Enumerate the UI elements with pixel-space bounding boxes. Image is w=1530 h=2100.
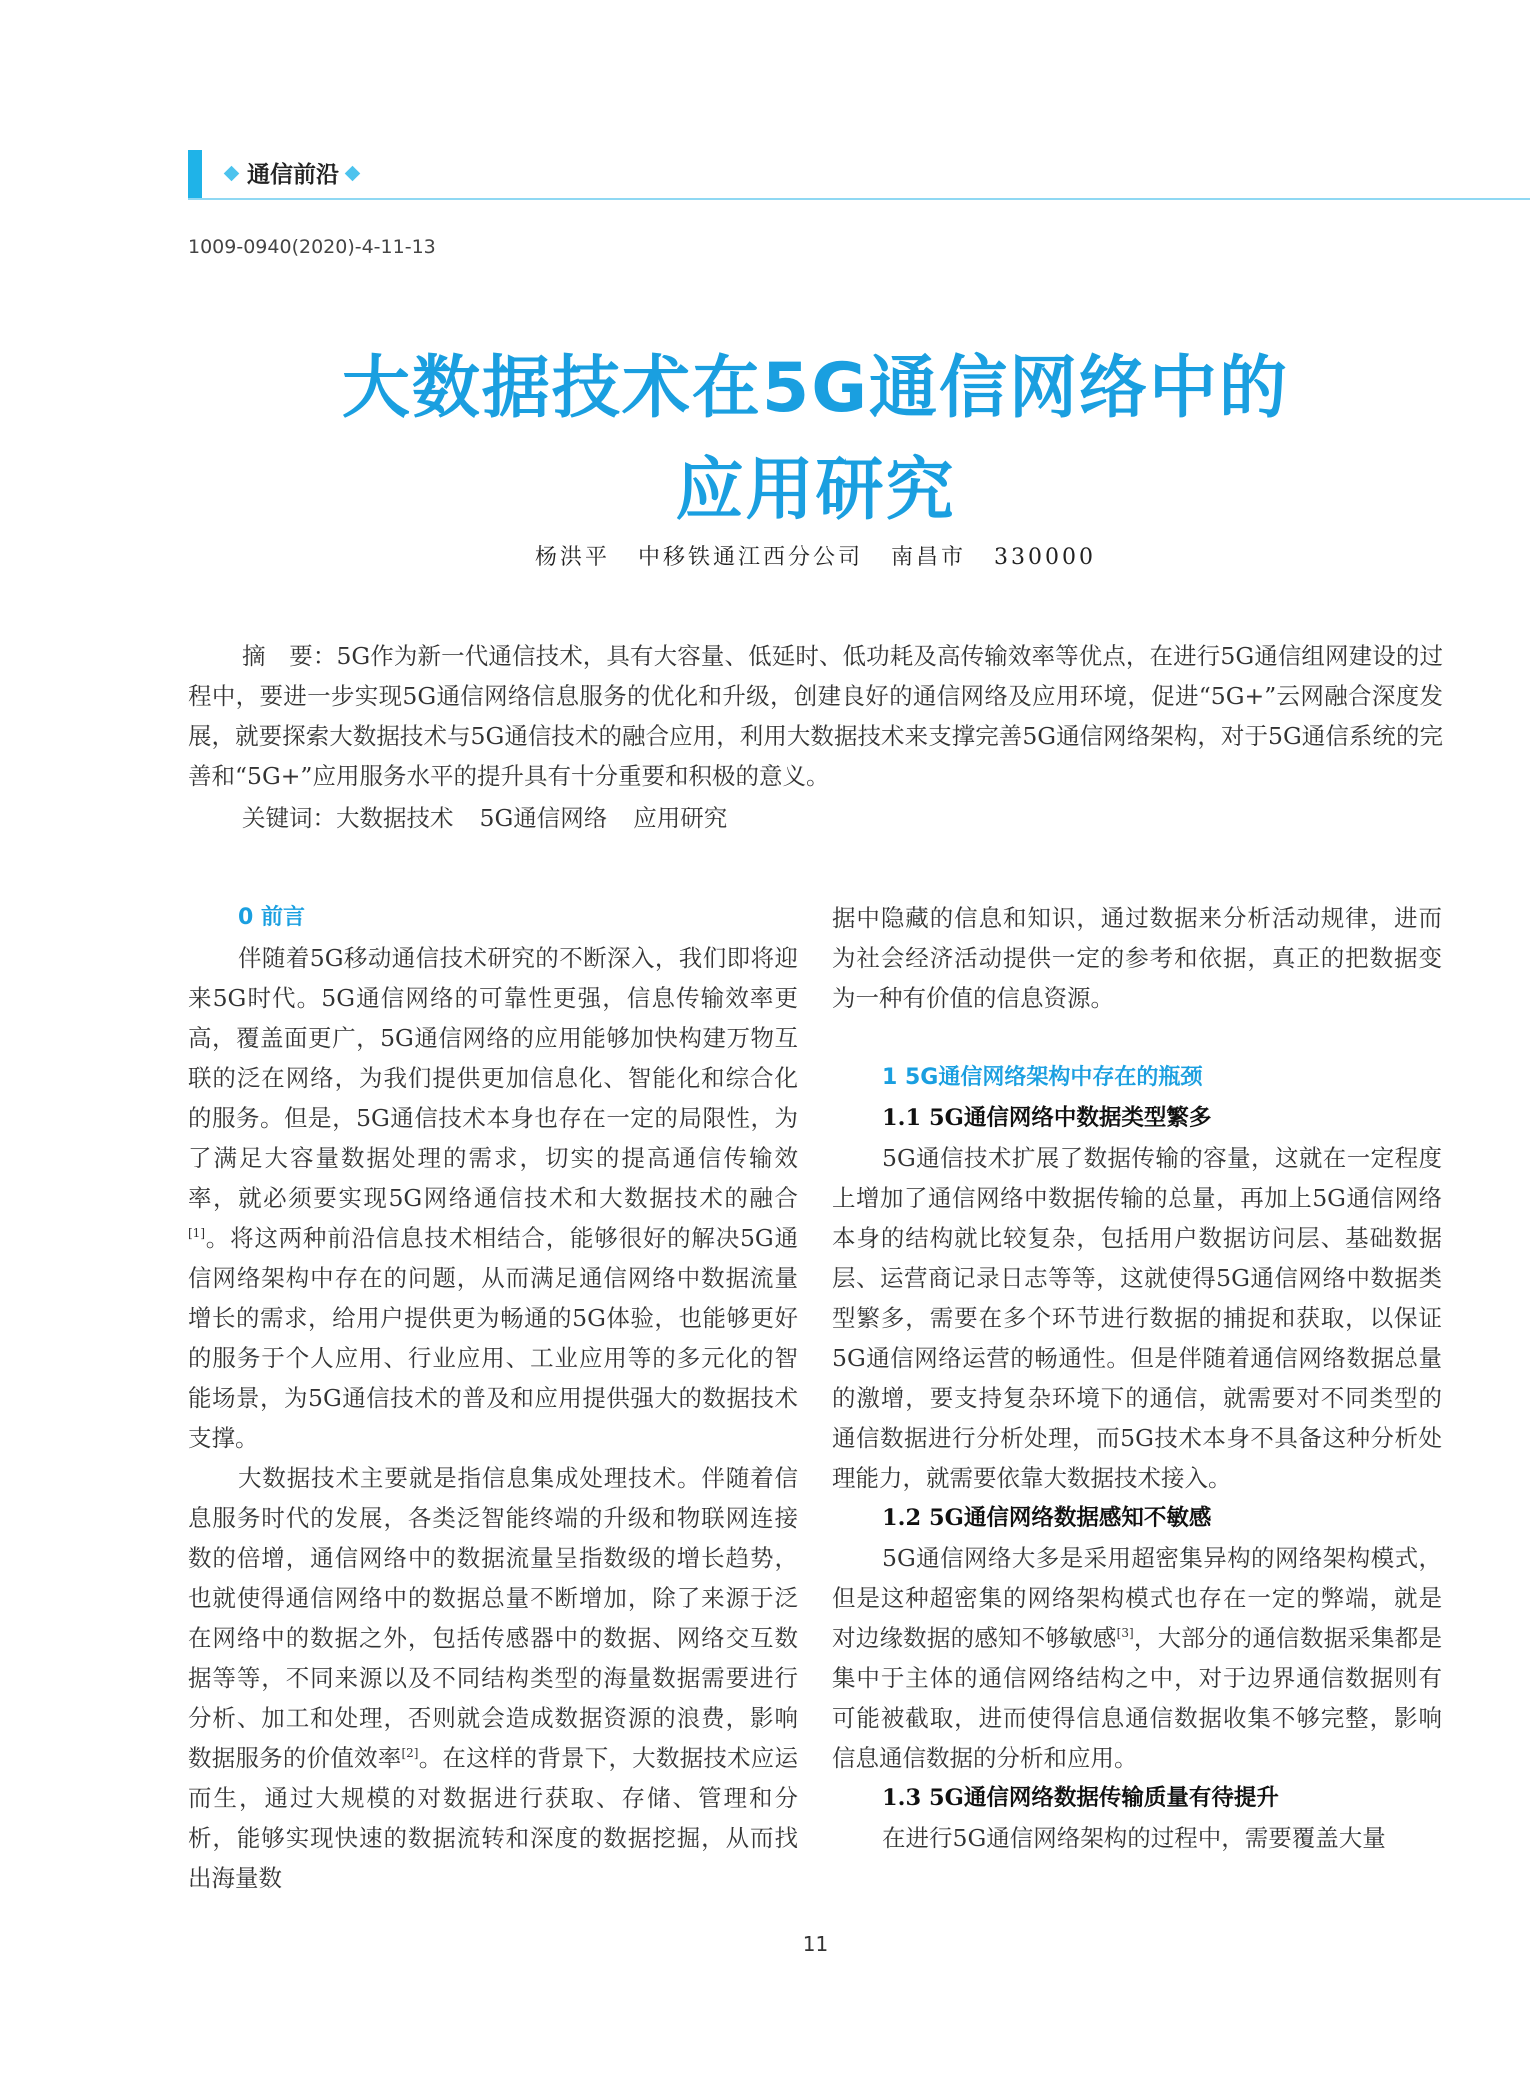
- paragraph-intro-2: [188, 1458, 798, 1898]
- citation-ref: [1]: [188, 1226, 205, 1241]
- paragraph-text: ，大部分的通信数据采集都是集中于主体的通信网络结构之中，对于边界通信数据则有可能被截取，进而使得信息通信数据收集不够完整，影响信息通信数据的分析和应用。: [832, 1624, 1443, 1772]
- document-id: 1009-0940(2020)-4-11-13: [188, 236, 436, 258]
- abstract: [188, 636, 1443, 796]
- header-accent-bar: [188, 150, 202, 200]
- section-gap: [832, 1018, 1442, 1058]
- subsection-heading-1-1: 1.1 5G通信网络中数据类型繁多: [882, 1105, 1212, 1131]
- subsection-heading-1-2: 1.2 5G通信网络数据感知不敏感: [882, 1505, 1212, 1531]
- diamond-icon: [345, 166, 361, 182]
- page-number: 11: [802, 1932, 829, 1956]
- paragraph-1-3: 在进行5G通信网络架构的过程中，需要覆盖大量: [882, 1824, 1386, 1852]
- section-label: [218, 158, 368, 192]
- article-title-line-2: 应用研究: [675, 451, 956, 530]
- keyword-item: 大数据技术: [336, 804, 454, 832]
- paragraph-intro-2-continued: 据中隐藏的信息和知识，通过数据来分析活动规律，进而为社会经济活动提供一定的参考和依据，真正的把数据变为一种有价值的信息资源。: [832, 904, 1442, 1012]
- section-heading-1: 1 5G通信网络架构中存在的瓶颈: [882, 1065, 1203, 1090]
- keywords-label: 关键词：: [242, 804, 336, 832]
- body-column-right: [832, 898, 1442, 1858]
- keyword-item: 5G通信网络: [479, 804, 608, 832]
- abstract-text: 5G作为新一代通信技术，具有大容量、低延时、低功耗及高传输效率等优点，在进行5G通信组网建设的过程中，要进一步实现5G通信网络信息服务的优化和升级，创建良好的通信网络及应用环境，促进“5G+”云网融合深度发展，就要探索大数据技术与5G通信技术的融合应用，利用大数据技术来支撑完善5G通信网络架构，对于5G通信系统的完善和“5G+”应用服务水平的提升具有十分重要和积极的意义。: [188, 642, 1443, 790]
- article-title-line-1: 大数据技术在5G通信网络中的: [341, 349, 1290, 428]
- subsection-heading-1-3: 1.3 5G通信网络数据传输质量有待提升: [882, 1785, 1279, 1811]
- author-line: [188, 540, 1443, 571]
- header-rule: [188, 198, 1530, 200]
- author-name: 杨洪平: [534, 545, 610, 570]
- keywords: [242, 798, 753, 838]
- keyword-item: 应用研究: [633, 804, 728, 832]
- citation-ref: [3]: [1116, 1626, 1134, 1641]
- paragraph-text: 伴随着5G移动通信技术研究的不断深入，我们即将迎来5G时代。5G通信网络的可靠性更强，信息传输效率更高，覆盖面更广，5G通信网络的应用能够加快构建万物互联的泛在网络，为我们提供更加信息化、智能化和综合化的服务。但是，5G通信技术本身也存在一定的局限性，为了满足大容量数据处理的需求，切实的提高通信传输效率，就必须要实现5G网络通信技术和大数据技术的融合: [188, 944, 798, 1212]
- citation-ref: [2]: [401, 1746, 419, 1761]
- body-column-left: [188, 898, 798, 1898]
- paragraph-text: 5G通信网络大多是采用超密集异构的网络架构模式，但是这种超密集的网络架构模式也存在一定的弊端，就是对边缘数据的感知不够敏感: [832, 1544, 1442, 1652]
- paragraph-1-1: 5G通信技术扩展了数据传输的容量，这就在一定程度上增加了通信网络中数据传输的总量，再加上5G通信网络本身的结构就比较复杂，包括用户数据访问层、基础数据层、运营商记录日志等等，这就使得5G通信网络中数据类型繁多，需要在多个环节进行数据的捕捉和获取，以保证5G通信网络运营的畅通性。但是伴随着通信网络数据总量的激增，要支持复杂环境下的通信，就需要对不同类型的通信数据进行分析处理，而5G技术本身不具备这种分析处理能力，就需要依靠大数据技术接入。: [832, 1144, 1442, 1492]
- paragraph-text: 。将这两种前沿信息技术相结合，能够很好的解决5G通信网络架构中存在的问题，从而满足通信网络中数据流量增长的需求，给用户提供更为畅通的5G体验，也能够更好的服务于个人应用、行业应用、工业应用等的多元化的智能场景，为5G通信技术的普及和应用提供强大的数据技术支撑。: [188, 1224, 798, 1452]
- diamond-icon: [224, 166, 240, 182]
- paragraph-1-2: [832, 1538, 1442, 1778]
- section-label-text: 通信前沿: [247, 162, 339, 188]
- paragraph-text: 。在这样的背景下，大数据技术应运而生，通过大规模的对数据进行获取、存储、管理和分析，能够实现快速的数据流转和深度的数据挖掘，从而找出海量数: [188, 1744, 799, 1892]
- abstract-label: 摘 要：: [242, 642, 337, 670]
- section-heading-0: 0 前言: [238, 905, 305, 930]
- author-postcode: 330000: [994, 545, 1097, 570]
- paragraph-text: 大数据技术主要就是指信息集成处理技术。伴随着信息服务时代的发展，各类泛智能终端的升级和物联网连接数的倍增，通信网络中的数据流量呈指数级的增长趋势，也就使得通信网络中的数据总量不断增加，除了来源于泛在网络中的数据之外，包括传感器中的数据、网络交互数据等等，不同来源以及不同结构类型的海量数据需要进行分析、加工和处理，否则就会造成数据资源的浪费，影响数据服务的价值效率: [188, 1464, 798, 1772]
- paragraph-intro-1: [188, 938, 798, 1458]
- author-affiliation: 中移铁通江西分公司: [638, 545, 864, 570]
- author-city: 南昌市: [891, 545, 967, 570]
